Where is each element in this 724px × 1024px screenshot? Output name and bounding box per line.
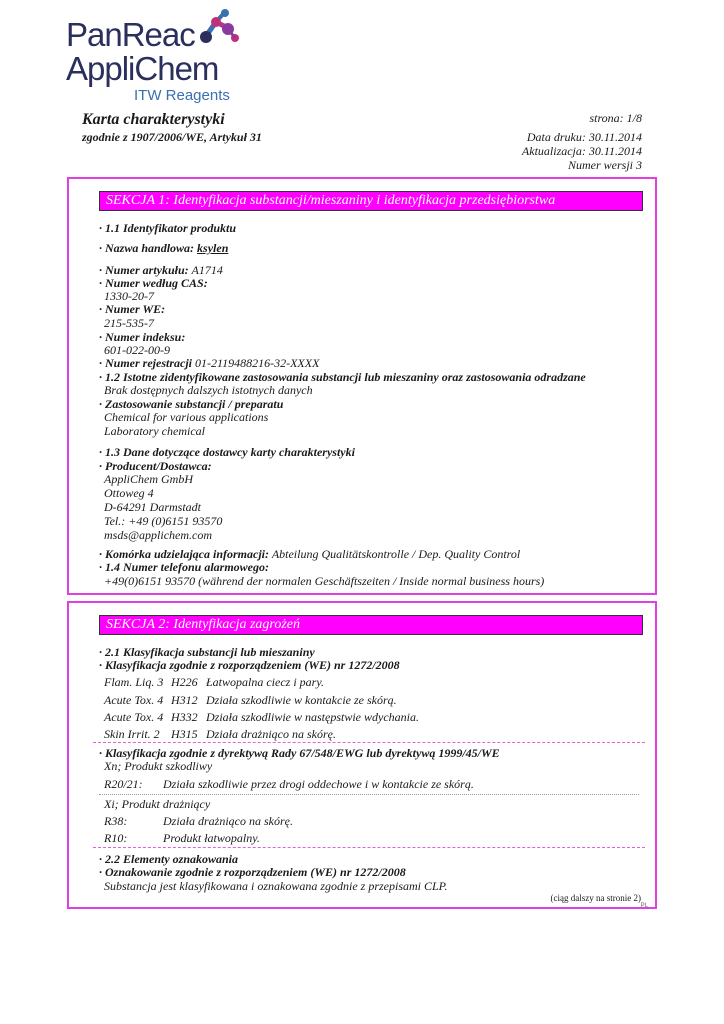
r-phrase-text: Działa szkodliwie przez drogi oddechowe i w kontakcie ze skórą. [163, 777, 474, 791]
r-phrase-code: R20/21: [104, 777, 143, 791]
section-2-heading: SEKCJA 2: Identyfikacja zagrożeń [99, 615, 643, 635]
dotted-divider [99, 794, 639, 795]
producer-line-2: Ottoweg 4 [104, 486, 154, 500]
cas-label: · Numer według CAS: [99, 276, 208, 290]
divider [93, 742, 645, 743]
trade-name-value: ksylen [197, 241, 229, 255]
clp-hazard-code: H312 [171, 693, 198, 707]
document-title: Karta charakterystyki [82, 111, 225, 128]
subsection-1-2: · 1.2 Istotne zidentyfikowane zastosowania substancji lub mieszaniny oraz zastosowania odradzane [99, 370, 586, 384]
clp-class: Skin Irrit. 2 [104, 727, 160, 741]
producer-label: · Producent/Dostawca: [99, 459, 212, 473]
index-label: · Numer indeksu: [99, 330, 186, 344]
divider [93, 847, 645, 848]
clp-hazard-text: Łatwopalna ciecz i pary. [206, 675, 324, 689]
language-code: PL [640, 903, 648, 909]
subsection-2-1: · 2.1 Klasyfikacja substancji lub mieszaniny [99, 645, 315, 659]
info-row [99, 547, 520, 561]
update-date: Aktualizacja: 30.11.2014 [521, 144, 642, 158]
clp-hazard-code: H332 [171, 710, 198, 724]
clp-classification-label: · Klasyfikacja zgodnie z rozporządzeniem (WE) nr 1272/2008 [99, 658, 400, 672]
trade-name-row [99, 241, 228, 255]
cas-value: 1330-20-7 [104, 289, 154, 303]
section-2-frame [67, 601, 657, 909]
section-1-heading: SEKCJA 1: Identyfikacja substancji/mieszaniny i identyfikacja przedsiębiorstwa [99, 191, 643, 211]
xi-label: Xi; Produkt drażniący [104, 797, 211, 811]
use-value-2: Laboratory chemical [104, 424, 205, 438]
use-label: · Zastosowanie substancji / preparatu [99, 397, 284, 411]
directive-classification-label: · Klasyfikacja zgodnie z dyrektywą Rady 67/548/EWG lub dyrektywą 1999/45/WE [99, 746, 500, 760]
continued-note: (ciąg dalszy na stronie 2) [550, 893, 641, 903]
we-value: 215-535-7 [104, 316, 154, 330]
subsection-1-1: · 1.1 Identyfikator produktu [99, 221, 237, 235]
r-phrase-row [104, 814, 293, 828]
molecule-logo-icon [194, 8, 240, 48]
labelling-clp-label: · Oznakowanie zgodnie z rozporządzeniem (WE) nr 1272/2008 [99, 865, 406, 879]
producer-line-4: Tel.: +49 (0)6151 93570 [104, 514, 223, 528]
clp-hazard-text: Działa drażniąco na skórę. [206, 727, 336, 741]
clp-hazard-code: H226 [171, 675, 198, 689]
registration-value: 01-2119488216-32-XXXX [195, 356, 320, 370]
subsection-1-2-value: Brak dostępnych dalszych istotnych danych [104, 383, 313, 397]
trade-name-label: · Nazwa handlowa: [99, 241, 195, 255]
clp-class: Acute Tox. 4 [104, 710, 164, 724]
clp-hazard-text: Działa szkodliwie w następstwie wdychania. [206, 710, 419, 724]
subsection-2-2: · 2.2 Elementy oznakowania [99, 852, 239, 866]
clp-row [104, 693, 397, 707]
clp-class: Flam. Liq. 3 [104, 675, 164, 689]
company-logo [66, 10, 256, 104]
page-number: strona: 1/8 [589, 111, 642, 125]
clp-row [104, 675, 324, 689]
r-phrase-code: R10: [104, 831, 128, 845]
r-phrase-row [104, 777, 474, 791]
r-phrase-row [104, 831, 260, 845]
producer-line-1: AppliChem GmbH [104, 472, 193, 486]
clp-hazard-code: H315 [171, 727, 198, 741]
article-number-row [99, 263, 223, 277]
xn-label: Xn; Produkt szkodliwy [104, 759, 213, 773]
logo-text-applichem: AppliChem [66, 50, 219, 87]
clp-hazard-text: Działa szkodliwie w kontakcie ze skórą. [206, 693, 397, 707]
r-phrase-text: Działa drażniąco na skórę. [163, 814, 293, 828]
producer-email: msds@applichem.com [104, 528, 213, 542]
registration-label: · Numer rejestracji [99, 356, 192, 370]
producer-line-3: D-64291 Darmstadt [104, 500, 202, 514]
print-date: Data druku: 30.11.2014 [526, 130, 642, 144]
article-number-label: · Numer artykułu: [99, 263, 189, 277]
article-number-value: A1714 [191, 263, 223, 277]
logo-text-panreac: PanReac [66, 16, 195, 53]
emergency-phone: +49(0)6151 93570 (während der normalen Geschäftszeiten / Inside normal business hours) [104, 574, 545, 588]
clp-row [104, 710, 419, 724]
we-label: · Numer WE: [99, 302, 166, 316]
info-value: Abteilung Qualitätskontrolle / Dep. Quality Control [271, 547, 521, 561]
version-number: Numer wersji 3 [567, 158, 642, 172]
clp-row [104, 727, 336, 741]
use-value-1: Chemical for various applications [104, 410, 269, 424]
section-1-frame [67, 177, 657, 595]
subsection-1-3: · 1.3 Dane dotyczące dostawcy karty charakterystyki [99, 445, 355, 459]
labelling-clp-text: Substancja jest klasyfikowana i oznakowana zgodnie z przepisami CLP. [104, 879, 448, 893]
info-label: · Komórka udzielająca informacji: [99, 547, 270, 561]
document-subtitle: zgodnie z 1907/2006/WE, Artykuł 31 [82, 130, 262, 144]
registration-row [99, 356, 319, 370]
logo-text-itw: ITW Reagents [134, 87, 230, 104]
subsection-1-4: · 1.4 Numer telefonu alarmowego: [99, 560, 269, 574]
r-phrase-code: R38: [104, 814, 128, 828]
r-phrase-text: Produkt łatwopalny. [163, 831, 260, 845]
clp-class: Acute Tox. 4 [104, 693, 164, 707]
index-value: 601-022-00-9 [104, 343, 170, 357]
